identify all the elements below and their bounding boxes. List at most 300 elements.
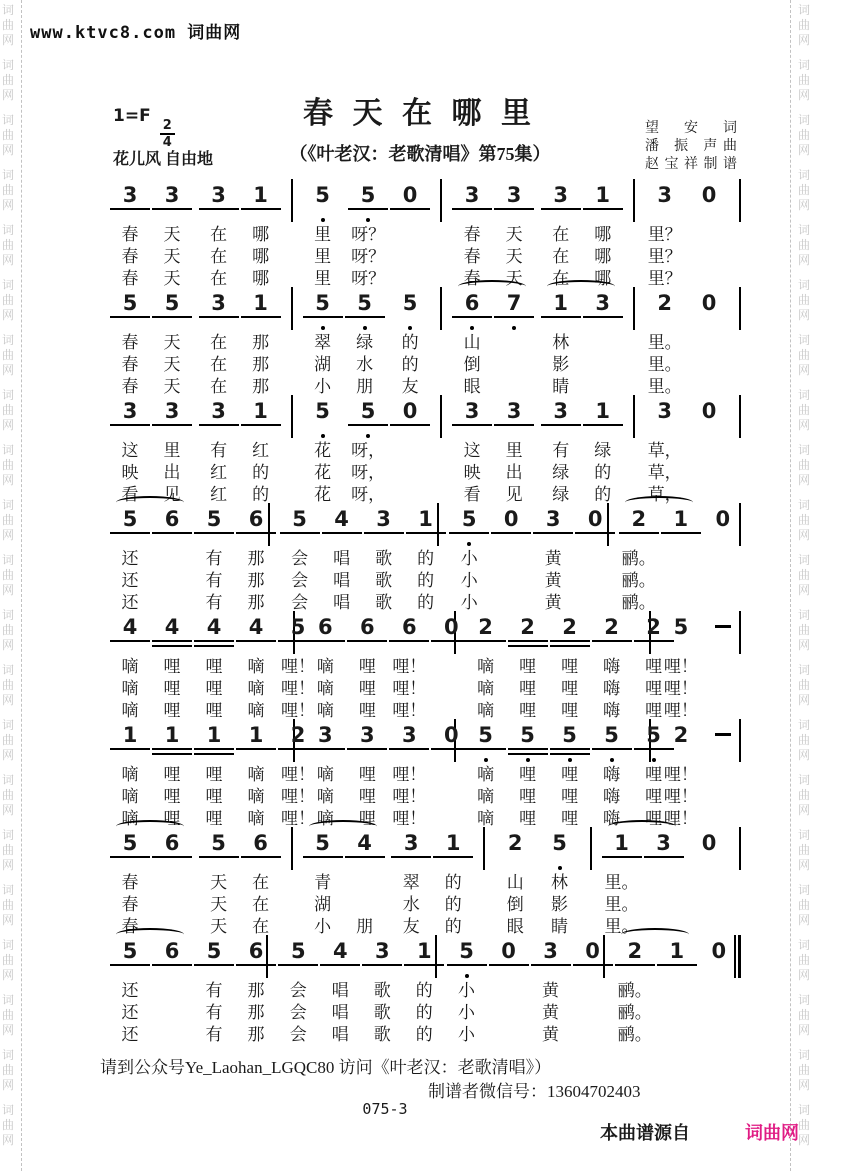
lyric-syllable bbox=[573, 980, 613, 1002]
sixteenth-underline bbox=[661, 534, 701, 539]
lyric-syllable: 哩！ bbox=[663, 765, 698, 784]
note-digit: 5 bbox=[303, 291, 343, 318]
lyric-syllable bbox=[390, 440, 430, 462]
watermark-group bbox=[2, 1049, 14, 1091]
lyric-syllable: 嗨 bbox=[603, 787, 621, 806]
lyric-syllable: 红 bbox=[210, 463, 228, 482]
sixteenth-underline bbox=[619, 534, 659, 539]
lyric-syllable bbox=[703, 808, 743, 830]
lyric-syllable bbox=[689, 916, 729, 938]
watermark-text: 词 bbox=[2, 993, 15, 1007]
watermark-text: 词 bbox=[2, 1103, 15, 1117]
watermark-text: 网 bbox=[2, 913, 15, 927]
sixteenth-underline bbox=[689, 210, 729, 215]
watermark-text: 词 bbox=[2, 938, 15, 952]
note-group bbox=[540, 291, 624, 398]
watermark-group bbox=[798, 279, 810, 321]
watermark-text: 曲 bbox=[798, 458, 811, 472]
watermark-text: 网 bbox=[2, 363, 15, 377]
system-row bbox=[100, 615, 741, 722]
key-signature bbox=[113, 106, 175, 149]
lyric-syllable bbox=[699, 1024, 739, 1046]
note-digit: 1 bbox=[657, 939, 697, 966]
lyric-syllable: 里 bbox=[314, 225, 332, 244]
lyric-syllable: 哪 bbox=[252, 225, 270, 244]
watermark-text: 曲 bbox=[2, 73, 15, 87]
measure bbox=[439, 507, 607, 614]
sixteenth-underline bbox=[489, 966, 529, 971]
lyric-syllable: 春 bbox=[121, 333, 139, 352]
lyric-syllable: 嘀 bbox=[121, 679, 139, 698]
watermark-group bbox=[2, 829, 14, 871]
lyric-syllable: 里。 bbox=[647, 377, 682, 396]
right-dashed-border bbox=[790, 0, 791, 1171]
lyric-syllable bbox=[390, 484, 430, 506]
tempo-marking: 花儿风 自由地 bbox=[113, 151, 214, 168]
lyric-syllable: 哩！ bbox=[663, 809, 698, 828]
sixteenth-underline bbox=[152, 210, 192, 215]
lyric-syllable: 嘀 bbox=[477, 787, 495, 806]
lyric-syllable: 绿 bbox=[552, 463, 570, 482]
watermark-group bbox=[2, 169, 14, 211]
watermark-text: 曲 bbox=[2, 568, 15, 582]
lyric-syllable bbox=[152, 980, 192, 1002]
note-column bbox=[688, 291, 730, 398]
note-group bbox=[702, 723, 744, 830]
lyric-syllable: 唱 bbox=[331, 1003, 349, 1022]
measure bbox=[592, 831, 739, 938]
lyric-syllable bbox=[583, 332, 623, 354]
note-group bbox=[660, 615, 702, 722]
lyric-syllable bbox=[657, 1002, 697, 1024]
lyric-syllable: 小 bbox=[460, 549, 478, 568]
note-column bbox=[618, 507, 660, 614]
watermark-text: 曲 bbox=[798, 128, 811, 142]
sixteenth-underline bbox=[494, 426, 534, 431]
note-column bbox=[151, 507, 193, 614]
measure bbox=[295, 615, 459, 722]
sixteenth-underline bbox=[347, 750, 387, 755]
sixteenth-underline bbox=[575, 534, 615, 539]
lyric-syllable: 哩 bbox=[519, 765, 537, 784]
watermark-text: 词 bbox=[798, 883, 811, 897]
lyric-syllable: 里？ bbox=[647, 247, 682, 266]
barline bbox=[739, 827, 741, 870]
note-group bbox=[109, 615, 235, 722]
system-row bbox=[100, 939, 741, 1046]
sixteenth-underline bbox=[110, 642, 150, 647]
note-digit: 5 bbox=[110, 939, 150, 966]
measure bbox=[456, 723, 663, 830]
note-column bbox=[465, 615, 507, 722]
sixteenth-underline bbox=[531, 966, 571, 971]
lyric-syllable: 友 bbox=[401, 377, 419, 396]
watermark-text: 词 bbox=[798, 333, 811, 347]
lyric-syllable: 小 bbox=[460, 571, 478, 590]
sixteenth-underline bbox=[452, 210, 492, 215]
lyric-syllable: 那 bbox=[247, 549, 265, 568]
lyric-syllable: 嘀 bbox=[316, 765, 334, 784]
note-digit: 5 bbox=[152, 291, 192, 318]
half-note-dash bbox=[715, 625, 731, 628]
sixteenth-underline bbox=[406, 534, 446, 539]
lyric-syllable: 红 bbox=[210, 485, 228, 504]
watermark-text: 网 bbox=[798, 418, 811, 432]
note-digit: 2 bbox=[634, 615, 674, 642]
lyric-syllable: 春 bbox=[463, 225, 481, 244]
lyric-syllable: 呀， bbox=[351, 441, 386, 460]
lyric-syllable: 在 bbox=[210, 225, 228, 244]
octave-dot-row bbox=[321, 431, 325, 440]
note-column bbox=[688, 399, 730, 506]
note-column bbox=[698, 939, 740, 1046]
sixteenth-underline bbox=[615, 966, 655, 971]
note-column bbox=[240, 291, 282, 398]
note-column bbox=[151, 939, 193, 1046]
lyric-syllable: 哩！ bbox=[281, 657, 315, 676]
lyric-syllable: 那 bbox=[247, 593, 265, 612]
watermark-text: 网 bbox=[2, 418, 15, 432]
watermark-text: 网 bbox=[798, 583, 811, 597]
lyric-syllable bbox=[152, 894, 192, 916]
note-column bbox=[591, 615, 633, 722]
note-digit: 2 bbox=[615, 939, 655, 966]
note-column bbox=[389, 399, 431, 506]
watermark-text: 曲 bbox=[798, 953, 811, 967]
sixteenth-underline bbox=[199, 858, 239, 863]
lyric-syllable: 嘀 bbox=[477, 809, 495, 828]
song-title: 春 天 在 哪 里 bbox=[303, 97, 537, 130]
lyric-syllable: 会 bbox=[289, 1025, 307, 1044]
watermark-text: 词 bbox=[798, 1103, 811, 1117]
note-group bbox=[451, 183, 535, 290]
note-digit: 5 bbox=[592, 723, 632, 750]
lyric-syllable bbox=[689, 332, 729, 354]
watermark-text: 曲 bbox=[2, 183, 15, 197]
lyric-syllable: 天 bbox=[163, 377, 181, 396]
measure bbox=[456, 615, 663, 722]
credits-block bbox=[645, 120, 737, 174]
note-column bbox=[109, 183, 151, 290]
note-digit: 6 bbox=[152, 507, 192, 534]
note-column bbox=[448, 507, 490, 614]
lyric-syllable: 嘀 bbox=[121, 765, 139, 784]
measure bbox=[442, 399, 633, 506]
lyric-syllable: 红 bbox=[252, 441, 270, 460]
lyric-syllable: 的 bbox=[417, 571, 435, 590]
lyric-syllable: 嘀 bbox=[316, 787, 334, 806]
watermark-group bbox=[798, 4, 810, 46]
watermark-text: 网 bbox=[798, 143, 811, 157]
lyric-syllable: 草， bbox=[647, 485, 682, 504]
octave-dot-row bbox=[470, 323, 474, 332]
watermark-text: 词 bbox=[2, 113, 15, 127]
watermark-text: 曲 bbox=[798, 568, 811, 582]
note-group bbox=[660, 723, 702, 830]
lyric-syllable: 哩 bbox=[205, 679, 223, 698]
watermark-text: 词 bbox=[2, 608, 15, 622]
lyric-syllable bbox=[689, 224, 729, 246]
note-group bbox=[702, 615, 744, 722]
low-octave-dot bbox=[652, 758, 656, 762]
lyric-syllable: 会 bbox=[289, 981, 307, 1000]
sixteenth-underline bbox=[657, 966, 697, 971]
watermark-text: 曲 bbox=[798, 788, 811, 802]
lyric-syllable: 哩 bbox=[645, 701, 663, 720]
watermark-text: 词 bbox=[798, 388, 811, 402]
sixteenth-underline bbox=[110, 210, 150, 215]
lyric-syllable: 哩 bbox=[561, 701, 579, 720]
lyric-syllable: 嘀 bbox=[477, 657, 495, 676]
lyric-syllable bbox=[703, 548, 743, 570]
music-system bbox=[100, 615, 741, 720]
watermark-group bbox=[2, 719, 14, 761]
watermark-text: 网 bbox=[798, 253, 811, 267]
note-column bbox=[540, 291, 582, 398]
note-group bbox=[451, 291, 535, 398]
source-site-link[interactable]: 词曲网 bbox=[745, 1123, 799, 1143]
lyric-syllable: 有 bbox=[205, 981, 223, 1000]
lyric-syllable: 哩！ bbox=[663, 701, 698, 720]
watermark-text: 网 bbox=[2, 1078, 15, 1092]
lyric-syllable: 草， bbox=[647, 463, 682, 482]
lyric-syllable: 春 bbox=[463, 247, 481, 266]
lyric-syllable bbox=[390, 268, 430, 290]
watermark-text: 词 bbox=[2, 3, 15, 17]
low-octave-dot bbox=[610, 758, 614, 762]
watermark-group bbox=[2, 939, 14, 981]
sixteenth-underline bbox=[322, 534, 362, 539]
note-group bbox=[361, 939, 445, 1046]
note-column bbox=[193, 939, 235, 1046]
note-group bbox=[644, 399, 686, 506]
low-octave-dot bbox=[484, 758, 488, 762]
page-number: 075-3 bbox=[362, 1100, 408, 1118]
lyric-syllable: 睛 bbox=[552, 377, 570, 396]
lyricist-credit: 望 安 词 bbox=[645, 121, 737, 136]
lyric-syllable: 嘀 bbox=[247, 657, 265, 676]
low-octave-dot bbox=[321, 434, 325, 438]
lyric-syllable bbox=[699, 980, 739, 1002]
source-prefix-label: 本曲谱源自 bbox=[600, 1123, 690, 1143]
note-group bbox=[601, 831, 685, 938]
note-column bbox=[465, 723, 507, 830]
lyric-syllable bbox=[152, 1024, 192, 1046]
lyric-syllable: 嗨 bbox=[603, 701, 621, 720]
lyric-syllable bbox=[489, 1024, 529, 1046]
note-digit: 5 bbox=[402, 291, 418, 315]
watermark-text: 词 bbox=[798, 168, 811, 182]
sixteenth-underline bbox=[703, 642, 743, 647]
lyric-syllable: 还 bbox=[121, 1025, 139, 1044]
note-digit: 1 bbox=[152, 723, 192, 750]
lyric-syllable: 天 bbox=[210, 917, 228, 936]
note-digit: 3 bbox=[152, 399, 192, 426]
watermark-text: 词 bbox=[798, 828, 811, 842]
lyric-syllable: 歌 bbox=[373, 1003, 391, 1022]
lyric-syllable: 倒 bbox=[463, 355, 481, 374]
watermark-text: 词 bbox=[798, 993, 811, 1007]
note-digit: 3 bbox=[644, 831, 684, 858]
note-column bbox=[656, 939, 698, 1046]
note-column bbox=[151, 291, 193, 398]
watermark-text: 曲 bbox=[798, 843, 811, 857]
note-column bbox=[109, 615, 151, 722]
low-octave-dot bbox=[465, 974, 469, 978]
lyric-syllable: 嘀 bbox=[121, 809, 139, 828]
lyric-syllable: 的 bbox=[417, 593, 435, 612]
note-column bbox=[198, 399, 240, 506]
lyric-syllable: 哩 bbox=[519, 809, 537, 828]
note-digit: 1 bbox=[236, 723, 276, 750]
lyric-syllable: 天 bbox=[163, 333, 181, 352]
note-group bbox=[448, 507, 532, 614]
note-group bbox=[109, 291, 193, 398]
lyric-syllable: 天 bbox=[505, 225, 523, 244]
note-digit: 3 bbox=[364, 507, 404, 534]
note-digit: 2 bbox=[619, 507, 659, 534]
note-digit: 3 bbox=[494, 399, 534, 426]
lyric-syllable: 哩 bbox=[645, 765, 663, 784]
watermark-text: 网 bbox=[798, 528, 811, 542]
lyric-syllable: 哩 bbox=[645, 679, 663, 698]
octave-dot-row bbox=[652, 755, 656, 764]
watermark-text: 曲 bbox=[798, 403, 811, 417]
note-digit: 6 bbox=[152, 939, 192, 966]
lyric-syllable: 呀？ bbox=[351, 269, 386, 288]
lyric-syllable: 还 bbox=[121, 593, 139, 612]
lyric-syllable: 会 bbox=[289, 1003, 307, 1022]
lyric-syllable bbox=[575, 570, 615, 592]
lyric-syllable: 唱 bbox=[331, 1025, 349, 1044]
sixteenth-underline bbox=[236, 966, 276, 971]
note-group bbox=[109, 939, 193, 1046]
note-digit: 3 bbox=[583, 291, 623, 318]
note-column bbox=[302, 291, 344, 398]
sixteenth-underline bbox=[280, 534, 320, 539]
lyric-syllable: 哩 bbox=[358, 657, 376, 676]
note-group bbox=[494, 831, 536, 938]
lyric-syllable bbox=[644, 894, 684, 916]
note-column bbox=[530, 939, 572, 1046]
lyric-syllable: 嘀 bbox=[247, 787, 265, 806]
measure bbox=[293, 831, 484, 938]
note-column bbox=[549, 723, 591, 830]
lyric-syllable: 山 bbox=[463, 333, 481, 352]
lyric-syllable: 里。 bbox=[604, 895, 639, 914]
note-column bbox=[240, 831, 282, 938]
note-column bbox=[490, 507, 532, 614]
note-group bbox=[532, 507, 616, 614]
note-digit: 6 bbox=[389, 615, 429, 642]
sixteenth-underline bbox=[390, 426, 430, 431]
note-group bbox=[688, 399, 730, 506]
measure bbox=[100, 615, 315, 722]
sixteenth-underline bbox=[533, 534, 573, 539]
note-digit: 1 bbox=[241, 399, 281, 426]
slur-arc bbox=[621, 928, 689, 941]
watermark-text: 网 bbox=[2, 88, 15, 102]
sixteenth-underline bbox=[389, 750, 429, 755]
watermark-text: 网 bbox=[2, 583, 15, 597]
lyric-syllable: 小 bbox=[314, 377, 332, 396]
lyric-syllable: 哩 bbox=[561, 679, 579, 698]
watermark-group bbox=[798, 884, 810, 926]
watermark-text: 词 bbox=[798, 773, 811, 787]
watermark-text: 词 bbox=[798, 938, 811, 952]
watermark-text: 曲 bbox=[798, 183, 811, 197]
note-column bbox=[344, 291, 386, 398]
watermark-text: 词 bbox=[2, 773, 15, 787]
watermark-text: 曲 bbox=[2, 1063, 15, 1077]
lyric-syllable: 那 bbox=[252, 355, 270, 374]
lyric-syllable bbox=[703, 570, 743, 592]
watermark-text: 网 bbox=[798, 858, 811, 872]
lyric-syllable: 哩 bbox=[561, 787, 579, 806]
watermark-group bbox=[2, 59, 14, 101]
lyric-syllable: 里 bbox=[314, 247, 332, 266]
note-column bbox=[346, 723, 388, 830]
lyric-syllable bbox=[703, 700, 743, 722]
note-digit: 4 bbox=[194, 615, 234, 642]
lyric-syllable: 哩！ bbox=[392, 787, 427, 806]
watermark-group bbox=[2, 609, 14, 651]
lyric-syllable: 黄 bbox=[544, 549, 562, 568]
lyric-syllable bbox=[494, 332, 534, 354]
octave-dot-row bbox=[366, 431, 370, 440]
note-digit: 0 bbox=[701, 831, 717, 855]
octave-dot-row bbox=[610, 755, 614, 764]
sixteenth-underline bbox=[345, 858, 385, 863]
note-digit: 0 bbox=[390, 183, 430, 210]
watermark-text: 词 bbox=[798, 1048, 811, 1062]
note-column bbox=[390, 831, 432, 938]
lyric-syllable: 哩！ bbox=[392, 809, 427, 828]
lyric-syllable: 黄 bbox=[542, 1025, 560, 1044]
note-column bbox=[494, 831, 536, 938]
lyric-syllable: 嘀 bbox=[316, 809, 334, 828]
music-system bbox=[100, 183, 741, 288]
half-note-dash bbox=[715, 733, 731, 736]
lyric-syllable: 黄 bbox=[544, 571, 562, 590]
watermark-group bbox=[798, 609, 810, 651]
sixteenth-underline bbox=[541, 210, 581, 215]
lyric-syllable: 歌 bbox=[375, 593, 393, 612]
lyric-syllable: 的 bbox=[594, 463, 612, 482]
lyric-syllable: 在 bbox=[552, 247, 570, 266]
sixteenth-underline bbox=[433, 858, 473, 863]
watermark-text: 网 bbox=[798, 308, 811, 322]
watermark-text: 网 bbox=[798, 968, 811, 982]
note-column bbox=[302, 183, 344, 290]
sixteenth-underline bbox=[110, 858, 150, 863]
note-column bbox=[644, 183, 686, 290]
watermark-text: 网 bbox=[2, 198, 15, 212]
note-column bbox=[601, 831, 643, 938]
lyric-syllable: 哩！ bbox=[281, 765, 315, 784]
note-group bbox=[388, 723, 472, 830]
watermark-text: 曲 bbox=[2, 1008, 15, 1022]
watermark-text: 网 bbox=[2, 803, 15, 817]
note-column bbox=[319, 939, 361, 1046]
system-row bbox=[100, 831, 741, 938]
lyric-syllable: 那 bbox=[247, 1025, 265, 1044]
lyric-syllable: 有 bbox=[205, 1025, 223, 1044]
note-group bbox=[302, 831, 386, 938]
lyric-syllable: 眼 bbox=[506, 917, 524, 936]
note-column bbox=[660, 507, 702, 614]
site-label[interactable]: www.ktvc8.com 词曲网 bbox=[30, 23, 242, 43]
